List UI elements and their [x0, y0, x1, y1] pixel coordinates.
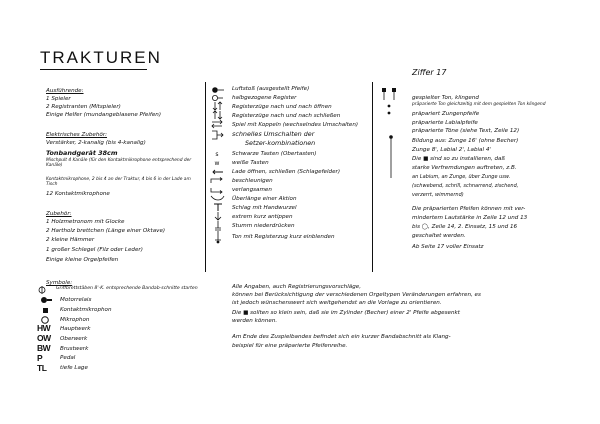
accelerate-icon — [210, 177, 226, 185]
right-line: Ab Seite 17 voller Einsatz — [412, 244, 484, 250]
symbol-label: Mikrophon — [60, 317, 90, 323]
middle-label: Ton mit Registerzug kurz einblenden — [232, 234, 335, 240]
zubehoer-line: 1 großer Schlegel (Filz oder Leder) — [46, 247, 143, 253]
w-mark-icon: w — [214, 160, 220, 167]
elektronik-line: Tonbandgerät 38cm — [46, 149, 118, 157]
right-line: mindertem Lautstärke in Zeile 12 und 13 — [412, 215, 528, 221]
middle-label: Schwarze Tasten (Obertasten) — [232, 151, 317, 157]
column-divider-left — [205, 82, 206, 272]
middle-label: Schlag mit Handwurzel — [232, 205, 297, 211]
right-line: Zunge 8', Labial 2', Labial 4' — [412, 147, 491, 153]
bottom-line: Am Ende des Zuspielbandes befindet sich ein kurzer Bandabschnitt als Klang- — [232, 334, 451, 340]
arrow-left-icon — [211, 168, 225, 176]
ausfuehrende-heading: Ausführende: — [46, 88, 84, 94]
middle-label: Setzer-kombinationen — [245, 139, 316, 147]
zubehoer-line: 1 Holzmetronom mit Glocke — [46, 219, 125, 225]
symbol-label: Kontaktmikrophon — [60, 307, 112, 313]
bottom-line: werden können. — [232, 318, 278, 324]
bottom-line: beispiel für eine präparierte Pfeifenreihe. — [232, 343, 348, 349]
middle-label: Registerzüge nach und nach schließen — [232, 113, 341, 119]
right-line: präparierte Töne (siehe Text, Zeile 12) — [412, 128, 520, 134]
tl-symbol: TL — [37, 363, 47, 373]
prep-marker-icon — [386, 134, 396, 180]
bottom-line: ist jedoch wünschenswert sich weitgehendst an die Vorlage zu orientieren. — [232, 300, 442, 306]
bw-symbol: BW — [37, 343, 51, 353]
square-icon — [43, 308, 48, 313]
s-mark-icon: s — [215, 151, 219, 158]
p-symbol: P — [37, 353, 43, 363]
fade-in-icon — [213, 230, 223, 244]
ausfuehrende-line: 2 Registranten (Mitspieler) — [46, 104, 121, 110]
right-line: präparierte Labialpfeife — [412, 120, 478, 126]
right-line: gespielter Ton, klingend — [412, 95, 479, 101]
bottom-line: können bei Berücksichtigung der verschiedenen Orgeltypen Veränderungen erfahren, es — [232, 292, 481, 298]
column-divider-right — [372, 82, 373, 272]
middle-label: Luftstoß (ausgestellt Pfeife) — [232, 86, 310, 92]
decelerate-icon — [210, 186, 226, 194]
zubehoer-line: 2 Hartholz brettchen (Länge einer Oktave) — [46, 228, 166, 234]
right-line: starke Verfremdungen auftreten, z.B. — [412, 165, 517, 171]
symbol-label: Brustwerk — [60, 346, 89, 352]
bottom-line: Die ■ sollten so klein sein, daß sie im Zylinder (Becher) einer 2' Pfeife abgesenkt — [232, 310, 460, 316]
bottom-line: Alle Angaben, auch Registrierungsvorschläge, — [232, 284, 361, 290]
middle-label: Registerzüge nach und nach öffnen — [232, 104, 332, 110]
ziffer-label: Ziffer 17 — [412, 68, 447, 77]
symbol-label: Hauptwerk — [60, 326, 91, 332]
page-title: TRAKTUREN — [40, 48, 162, 67]
zubehoer-line: 2 kleine Hämmer — [46, 237, 95, 243]
right-line: verzerrt, wimmernd) — [412, 192, 464, 198]
note-symbols-icon — [380, 86, 410, 126]
middle-label: Überlänge einer Aktion — [232, 196, 297, 202]
middle-label: beschleunigen — [232, 178, 273, 184]
right-line: Bildung aus: Zunge 16' (ohne Becher) — [412, 138, 519, 144]
motor-relais-icon — [37, 296, 57, 306]
middle-label: weiße Tasten — [232, 160, 269, 166]
right-line: an Labium, an Zunge, über Zunge usw. — [412, 174, 511, 180]
right-line: Die präparierten Pfeifen können mit ver- — [412, 206, 526, 212]
elektronik-heading: Elektrisches Zubehör: — [46, 132, 108, 138]
elektronik-line: Mischpult 4 Kanäle (für den Kontaktmikrophone entsprechend der Kanäle) — [46, 158, 192, 168]
ow-symbol: OW — [37, 333, 51, 343]
symbol-label: tiefe Lage — [60, 365, 88, 371]
middle-label: extrem kurz antippen — [232, 214, 293, 220]
right-line: präpariert Zungenpfeife — [412, 111, 480, 117]
symbol-label: Pedal — [60, 355, 76, 361]
right-line: (schwebend, schrill, schnarrend, zischend, — [412, 183, 519, 189]
brace-down-icon — [210, 194, 226, 202]
middle-label: schnelles Umschalten der — [232, 130, 315, 138]
elektronik-line: Verstärker, 2-kanalig (bis 4-kanalig) — [46, 140, 146, 146]
right-line: präparierte Ton gleichzeitig mit dem gespielten Ton klingend — [412, 102, 546, 107]
symbole-heading: Symbole: — [46, 280, 73, 286]
middle-label: Spiel mit Koppeln (wechselndes Umschalten) — [232, 122, 359, 128]
middle-label: halbgezogene Register — [232, 95, 297, 101]
circle-half-icon — [210, 86, 226, 94]
hw-symbol: HW — [37, 323, 51, 333]
symbol-label: Oberwerk — [60, 336, 88, 342]
right-line: bis ◯, Zeile 14, 2. Einsatz, 15 und 16 — [412, 224, 518, 230]
zubehoer-heading: Zubehör: — [46, 211, 72, 217]
right-line: Die ■ sind so zu installieren, daß — [412, 156, 505, 162]
symbol-label: Motorrelais — [60, 297, 92, 303]
middle-label: Stumm niederdrücken — [232, 223, 295, 229]
elektronik-line: Kontaktmikrophone, 2 bis 4 an der Traktur, 4 bis 6 in der Lade am Tisch — [46, 177, 191, 187]
zubehoer-line: Einige kleine Orgelpfeifen — [46, 257, 119, 263]
split-arrow-icon — [211, 128, 225, 142]
middle-label: verlangsamen — [232, 187, 272, 193]
ausfuehrende-line: 1 Spieler — [46, 96, 71, 102]
ausfuehrende-line: Einige Helfer (mundangeblasene Pfeifen) — [46, 112, 162, 118]
right-line: geschaltet werden. — [412, 233, 466, 239]
middle-label: Lade öffnen, schließen (Schlagefelder) — [232, 169, 341, 175]
title-underline — [40, 69, 147, 70]
elektronik-line: 12 Kontaktmikrophone — [46, 191, 110, 197]
symbol-label: Griffbrettstäben 8'-K. entsprechende Bandab-schnitte starten — [56, 286, 198, 291]
